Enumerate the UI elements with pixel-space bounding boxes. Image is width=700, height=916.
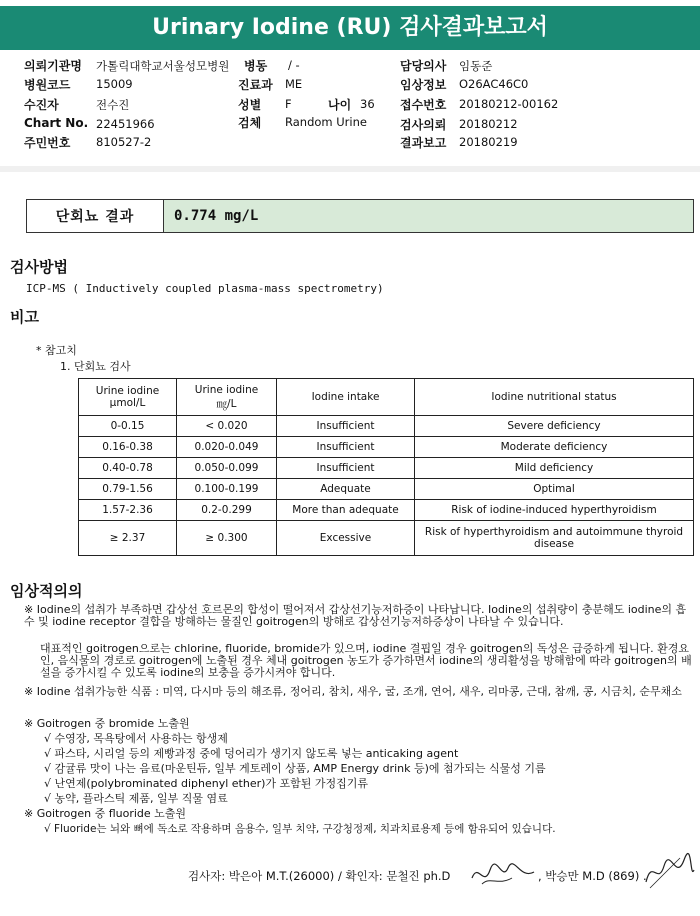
value-doctor: 임동준 — [459, 59, 493, 73]
value-accession-no: 20180212-00162 — [459, 97, 559, 111]
table-row — [79, 500, 694, 521]
reference-subtitle: 1. 단회뇨 검사 — [60, 360, 131, 373]
table-cell: 0-0.15 — [79, 416, 177, 437]
table-cell: 0.40-0.78 — [79, 458, 177, 479]
value-chart-no: 22451966 — [96, 117, 155, 131]
table-cell: < 0.020 — [177, 416, 277, 437]
value-resident-no: 810527-2 — [96, 135, 152, 149]
table-cell: 0.100-0.199 — [177, 479, 277, 500]
label-clinical-info: 임상정보 — [400, 78, 447, 92]
table-cell: 0.2-0.299 — [177, 500, 277, 521]
value-requesting-institution: 가톨릭대학교서울성모병원 — [96, 59, 230, 73]
table-cell: Moderate deficiency — [415, 437, 694, 458]
table-cell: Severe deficiency — [415, 416, 694, 437]
value-specimen: Random Urine — [285, 115, 367, 129]
bromide-item: √ 감귤류 맛이 나는 음료(마운틴듀, 일부 게토레이 상품, AMP Energy drink 등)에 첨가되는 식물성 기름 — [44, 762, 546, 775]
header-line: μmol/L — [109, 397, 146, 409]
method-text: ICP-MS ( Inductively coupled plasma-mass spectrometry) — [26, 282, 384, 295]
label-request-date: 검사의뢰 — [400, 118, 447, 132]
table-cell: 0.16-0.38 — [79, 437, 177, 458]
header-line: Urine iodine — [194, 383, 259, 396]
value-ward: / - — [288, 58, 300, 72]
label-chart-no: Chart No. — [24, 116, 89, 130]
table-header-row — [79, 379, 694, 416]
table-cell: 0.79-1.56 — [79, 479, 177, 500]
result-value: 0.774 mg/L — [174, 208, 259, 224]
label-requesting-institution: 의뢰기관명 — [24, 59, 82, 73]
fluoride-item: √ Fluoride는 뇌와 뼈에 독소로 작용하며 음용수, 일부 치약, 구강청정제, 치과치료용제 등에 함유되어 있습니다. — [44, 823, 556, 835]
value-patient-name: 전수진 — [96, 98, 130, 112]
report-title: Urinary Iodine (RU) 검사결과보고서 — [0, 6, 700, 50]
table-cell: Optimal — [415, 479, 694, 500]
table-cell: 0.020-0.049 — [177, 437, 277, 458]
label-department: 진료과 — [238, 78, 273, 92]
table-header-cell — [177, 379, 277, 416]
table-cell: More than adequate — [277, 500, 415, 521]
remarks-heading: 비고 — [10, 308, 39, 326]
value-hospital-code: 15009 — [96, 77, 133, 91]
clinical-paragraph-2: 대표적인 goitrogen으로는 chlorine, fluoride, bromide가 있으며, iodine 결핍일 경우 goitrogen의 독성은 급증하게 됩니다. 환경요인, 음식물의 경로로 goitrogen에 노출된 경우 체내 goitrogen 농도가 증가하면서 iodine의 생리활성을 방해함에 따라 goitrogen의 배설을 증가시킬 수 있도록 iodine의 보충을 증가시켜야 합니다. — [40, 642, 692, 679]
label-resident-no: 주민번호 — [24, 136, 71, 150]
label-hospital-code: 병원코드 — [24, 78, 71, 92]
value-department: ME — [285, 77, 303, 91]
label-age: 나이 — [328, 98, 352, 112]
table-cell: ≥ 2.37 — [79, 521, 177, 556]
label-ward: 병동 — [244, 59, 268, 73]
bromide-title: ※ Goitrogen 중 bromide 노출원 — [24, 717, 190, 730]
value-sex: F — [285, 97, 292, 111]
table-row — [79, 437, 694, 458]
header-line: ㎎/L — [216, 397, 237, 410]
table-row — [79, 458, 694, 479]
label-specimen: 검체 — [238, 116, 262, 130]
table-row — [79, 416, 694, 437]
table-cell: Risk of hyperthyroidism and autoimmune thyroid disease — [415, 521, 694, 556]
signature-scribble-2 — [640, 852, 696, 892]
table-row — [79, 479, 694, 500]
value-age: 36 — [360, 97, 375, 111]
label-patient-name: 수진자 — [24, 98, 59, 112]
reference-title: * 참고치 — [36, 344, 77, 357]
fluoride-title: ※ Goitrogen 중 fluoride 노출원 — [24, 807, 187, 820]
bromide-item: √ 난연제(polybrominated diphenyl ether)가 포함된 가정집기류 — [44, 777, 369, 790]
table-cell: ≥ 0.300 — [177, 521, 277, 556]
signature-part-2: , 박승만 M.D (869) . — [538, 869, 647, 883]
clinical-heading: 임상적의의 — [10, 582, 83, 600]
bromide-item: √ 파스타, 시리얼 등의 제빵과정 중에 덩어리가 생기지 않도록 넣는 anticaking agent — [44, 747, 459, 760]
label-doctor: 담당의사 — [400, 59, 447, 73]
label-report-date: 결과보고 — [400, 136, 447, 150]
table-header-cell — [79, 379, 177, 416]
table-row — [79, 521, 694, 556]
table-cell: Insufficient — [277, 416, 415, 437]
clinical-paragraph-1: ※ Iodine의 섭취가 부족하면 갑상선 호르몬의 합성이 떨어져서 갑상선기능저하증이 나타납니다. Iodine의 섭취량이 충분해도 iodine의 흡수 및 iodine receptor 결합을 방해하는 물질인 goitrogen의 방해로 갑상선기능저하증상이 나타날 수 있습니다. — [24, 603, 687, 628]
method-heading: 검사방법 — [10, 258, 68, 276]
result-box — [26, 199, 694, 233]
signature-scribble-1 — [468, 858, 538, 890]
clinical-paragraph-3: ※ Iodine 섭취가능한 식품 : 미역, 다시마 등의 해조류, 정어리, 참치, 새우, 굴, 조개, 연어, 새우, 리마콩, 근대, 참깨, 콩, 시금치, 순무채소 — [24, 685, 682, 698]
table-cell: Insufficient — [277, 437, 415, 458]
reference-table — [78, 378, 694, 556]
value-clinical-info: O26AC46C0 — [459, 77, 529, 91]
section-divider — [0, 166, 700, 172]
result-label: 단회뇨 결과 — [27, 200, 164, 232]
table-header-cell: Iodine nutritional status — [415, 379, 694, 416]
table-cell: 1.57-2.36 — [79, 500, 177, 521]
table-cell: Adequate — [277, 479, 415, 500]
table-cell: Insufficient — [277, 458, 415, 479]
table-cell: Excessive — [277, 521, 415, 556]
table-cell: 0.050-0.099 — [177, 458, 277, 479]
bromide-item: √ 농약, 플라스틱 제품, 일부 직물 염료 — [44, 792, 228, 805]
table-cell: Risk of iodine-induced hyperthyroidism — [415, 500, 694, 521]
label-sex: 성별 — [238, 98, 262, 112]
bromide-item: √ 수영장, 목욕탕에서 사용하는 항생제 — [44, 732, 228, 745]
label-accession-no: 접수번호 — [400, 98, 447, 112]
header-line: Urine iodine — [95, 385, 160, 397]
table-cell: Mild deficiency — [415, 458, 694, 479]
signature-part-1: 검사자: 박은아 M.T.(26000) / 확인자: 문철진 ph.D — [188, 869, 451, 883]
table-header-cell: Iodine intake — [277, 379, 415, 416]
value-report-date: 20180219 — [459, 135, 518, 149]
value-request-date: 20180212 — [459, 117, 518, 131]
